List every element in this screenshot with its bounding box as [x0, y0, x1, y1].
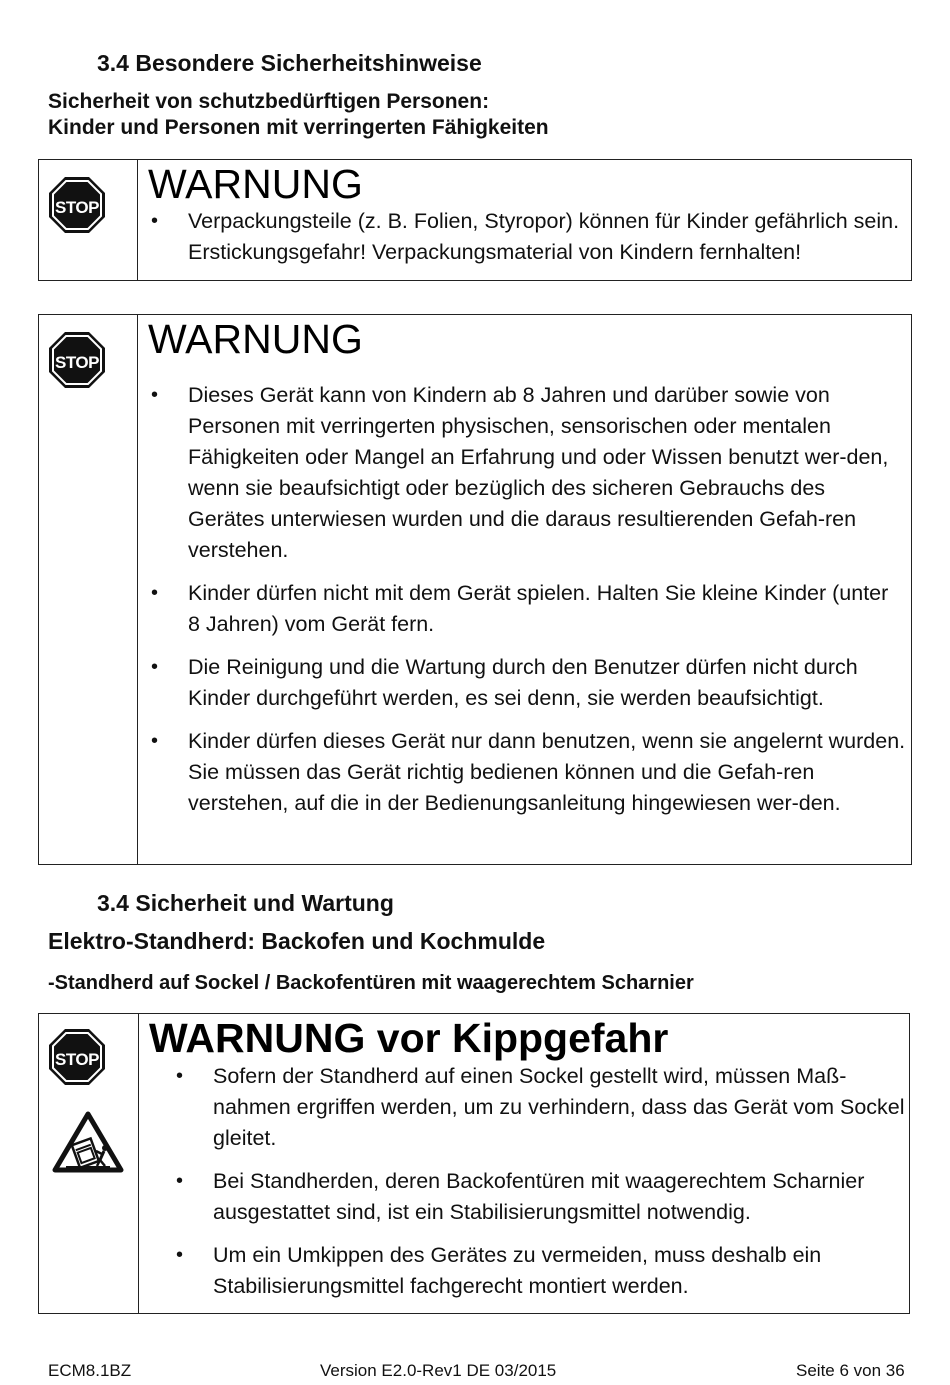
list-item: • Bei Standherden, deren Backofentüren mit waagerechtem Scharnier ausgestattet sind, ist ein Stabilisierungsmittel notwendig. — [165, 1166, 905, 1228]
section-heading-special-safety: 3.4 Besondere Sicherheitshinweise — [97, 50, 482, 76]
stop-sign-icon — [47, 175, 107, 235]
tipping-hazard-icon — [52, 1111, 124, 1173]
list-item: • Die Reinigung und die Wartung durch den Benutzer dürfen nicht durch Kinder durchgeführt werden, es sei denn, sie werden beaufsichtigt. — [140, 652, 906, 714]
warning-title: WARNUNG vor Kippgefahr — [149, 1015, 669, 1061]
svg-text:STOP: STOP — [55, 353, 99, 372]
warning-list — [140, 206, 906, 280]
footer-version: Version E2.0-Rev1 DE 03/2015 — [320, 1361, 557, 1380]
subheading-children-reduced-abilities: Kinder und Personen mit verringerten Fähigkeiten — [48, 116, 549, 139]
warning-box-children-usage — [38, 314, 912, 865]
stop-sign-icon — [47, 1027, 107, 1087]
subheading-stove-on-base: -Standherd auf Sockel / Backofentüren mit waagerechtem Scharnier — [48, 972, 694, 994]
svg-text:STOP: STOP — [55, 1050, 99, 1069]
footer-model: ECM8.1BZ — [48, 1361, 132, 1380]
warning-box-tipping — [38, 1013, 910, 1314]
list-item: • Dieses Gerät kann von Kindern ab 8 Jahren und darüber sowie von Personen mit verringerten physischen, sensorischen oder mentalen Fähigkeiten oder Mangel an Erfahrung und oder Wissen benutzt wer-den, wenn sie beaufsichtigt oder bezüglich des sicheren Gebrauchs des Gerätes unterwiesen wurden und die daraus resultierenden Gefah-ren verstehen. — [140, 380, 906, 566]
stop-sign-icon — [47, 330, 107, 390]
warning-list — [140, 380, 906, 831]
section-heading-safety-maintenance: 3.4 Sicherheit und Wartung — [97, 890, 394, 916]
list-item: • Verpackungsteile (z. B. Folien, Styropor) können für Kinder gefährlich sein. Erstickungsgefahr! Verpackungsmaterial von Kindern fernhalten! — [140, 206, 906, 268]
box-divider — [137, 160, 138, 280]
warning-box-packaging — [38, 159, 912, 281]
footer-page-number: Seite 6 von 36 — [796, 1361, 905, 1380]
list-item: • Sofern der Standherd auf einen Sockel gestellt wird, müssen Maß-nahmen ergriffen werden, um zu verhindern, dass das Gerät vom Sockel gleitet. — [165, 1061, 905, 1154]
subheading-electric-stove: Elektro-Standherd: Backofen und Kochmulde — [48, 928, 546, 954]
list-item: • Um ein Umkippen des Gerätes zu vermeiden, muss deshalb ein Stabilisierungsmittel fachgerecht montiert werden. — [165, 1240, 905, 1302]
svg-text:STOP: STOP — [55, 198, 99, 217]
warning-title: WARNUNG — [148, 161, 363, 207]
warning-list — [165, 1061, 905, 1314]
box-divider — [138, 1014, 139, 1313]
list-item: • Kinder dürfen nicht mit dem Gerät spielen. Halten Sie kleine Kinder (unter 8 Jahren) vom Gerät fern. — [140, 578, 906, 640]
subheading-vulnerable-persons: Sicherheit von schutzbedürftigen Personen: — [48, 90, 490, 113]
box-divider — [137, 315, 138, 864]
list-item: • Kinder dürfen dieses Gerät nur dann benutzen, wenn sie angelernt wurden. Sie müssen das Gerät richtig bedienen können und die Gefah-ren verstehen, auf die in der Bedienungsanleitung hingewiesen wer-den. — [140, 726, 906, 819]
warning-title: WARNUNG — [148, 316, 363, 362]
